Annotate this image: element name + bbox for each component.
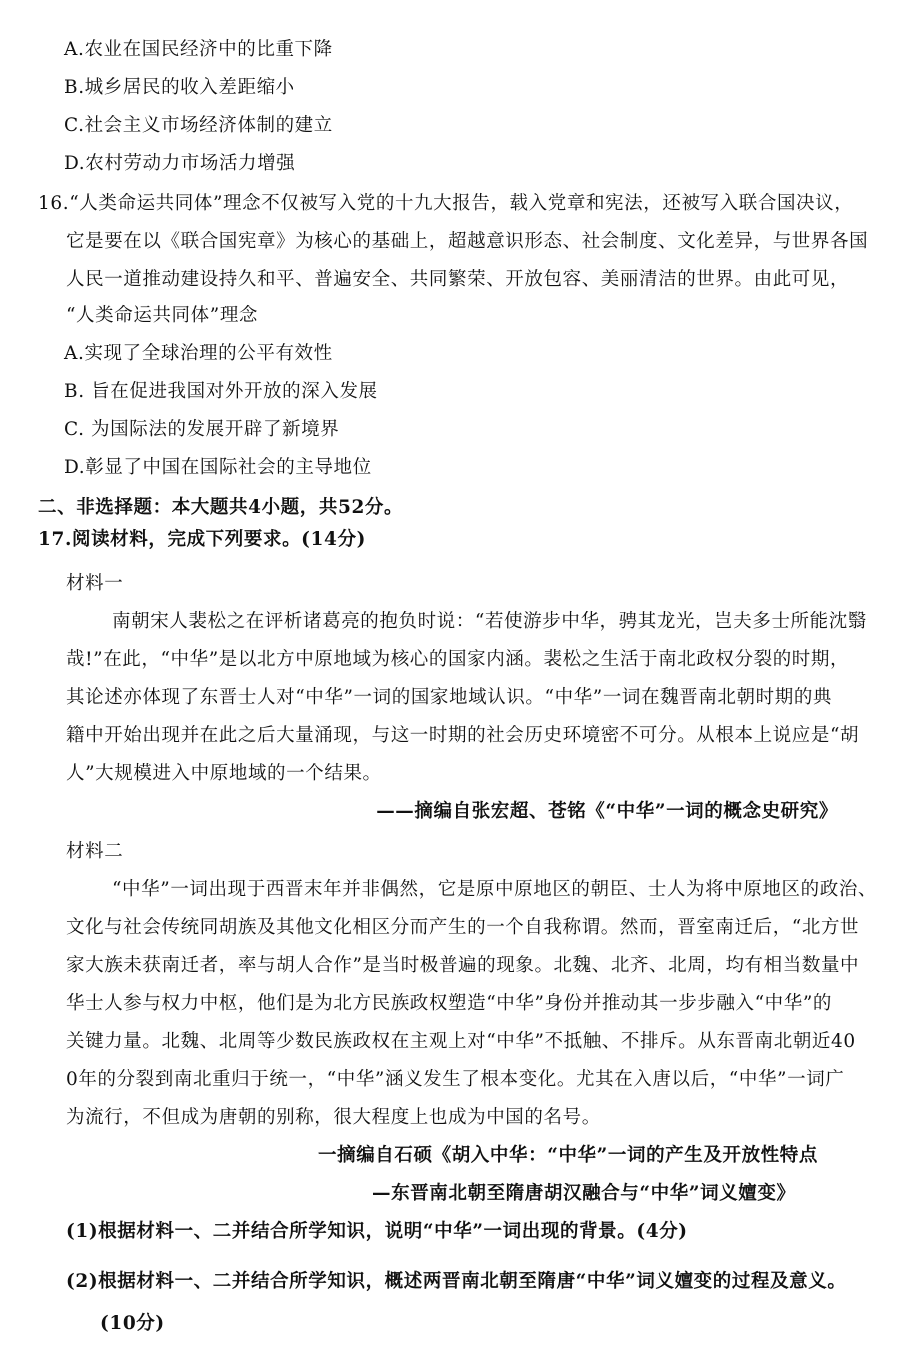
q16-option-a: A.实现了全球治理的公平有效性 (64, 343, 333, 364)
material2-line-6: 0年的分裂到南北重归于统一，“中华”涵义发生了根本变化。尤其在入唐以后，“中华”一词广 (66, 1069, 845, 1090)
q16-stem-line-4: “人类命运共同体”理念 (66, 305, 259, 326)
q16-stem-line-2: 它是要在以《联合国宪章》为核心的基础上，超越意识形态、社会制度、文化差异，与世界各国 (66, 231, 869, 252)
q16-stem-line-1: 16.“人类命运共同体”理念不仅被写入党的十九大报告，载入党章和宪法，还被写入联合国决议， (38, 193, 854, 214)
material2-line-2: 文化与社会传统同胡族及其他文化相区分而产生的一个自我称谓。然而，晋室南迁后，“北方世 (66, 917, 860, 938)
q17-subquestion-2: (2)根据材料一、二并结合所学知识，概述两晋南北朝至隋唐“中华”词义嬗变的过程及意义。 (66, 1271, 847, 1292)
material1-line-3: 其论述亦体现了东晋士人对“中华”一词的国家地域认识。“中华”一词在魏晋南北朝时期的典 (66, 687, 833, 708)
material2-source-line-1: 一摘编自石硕《胡入中华：“中华”一词的产生及开放性特点 (318, 1145, 818, 1166)
q16-option-c: C. 为国际法的发展开辟了新境界 (64, 419, 340, 440)
material1-line-5: 人”大规模进入中原地域的一个结果。 (66, 763, 382, 784)
q16-option-d: D.彰显了中国在国际社会的主导地位 (64, 457, 372, 478)
material2-label: 材料二 (66, 841, 124, 862)
material2-source-line-2: —东晋南北朝至隋唐胡汉融合与“中华”词义嬗变》 (372, 1183, 796, 1204)
q15-option-b: B.城乡居民的收入差距缩小 (64, 77, 295, 98)
material2-line-1: “中华”一词出现于西晋末年并非偶然，它是原中原地区的朝臣、士人为将中原地区的政治、 (112, 879, 878, 900)
material1-source: ——摘编自张宏超、苍铭《“中华”一词的概念史研究》 (376, 801, 838, 822)
material1-line-1: 南朝宋人裴松之在评析诸葛亮的抱负时说：“若使游步中华，骋其龙光，岂夫多士所能沈翳 (112, 611, 867, 632)
q16-stem-line-3: 人民一道推动建设持久和平、普遍安全、共同繁荣、开放包容、美丽清洁的世界。由此可见， (66, 269, 850, 290)
material2-line-7: 为流行，不但成为唐朝的别称，很大程度上也成为中国的名号。 (66, 1107, 601, 1128)
section-heading: 二、非选择题：本大题共4小题，共52分。 (38, 497, 404, 518)
material2-line-3: 家大族未获南迁者，率与胡人合作”是当时极普遍的现象。北魏、北齐、北周，均有相当数量中 (66, 955, 860, 976)
q15-option-c: C.社会主义市场经济体制的建立 (64, 115, 333, 136)
q15-option-a: A.农业在国民经济中的比重下降 (64, 39, 333, 60)
q17-title: 17.阅读材料，完成下列要求。(14分) (38, 529, 366, 550)
material2-line-4: 华士人参与权力中枢，他们是为北方民族政权塑造“中华”身份并推动其一步步融入“中华”的 (66, 993, 833, 1014)
material1-label: 材料一 (66, 573, 124, 594)
material2-line-5: 关键力量。北魏、北周等少数民族政权在主观上对“中华”不抵触、不排斥。从东晋南北朝近40 (66, 1031, 856, 1052)
material1-line-4: 籍中开始出现并在此之后大量涌现，与这一时期的社会历史环境密不可分。从根本上说应是“胡 (66, 725, 860, 746)
q16-option-b: B. 旨在促进我国对外开放的深入发展 (64, 381, 378, 402)
q15-option-d: D.农村劳动力市场活力增强 (64, 153, 296, 174)
q17-subquestion-1: (1)根据材料一、二并结合所学知识，说明“中华”一词出现的背景。(4分) (66, 1221, 688, 1242)
material1-line-2: 哉!”在此，“中华”是以北方中原地域为核心的国家内涵。裴松之生活于南北政权分裂的时期， (66, 649, 850, 670)
q17-subquestion-2-score: (10分) (100, 1313, 165, 1334)
